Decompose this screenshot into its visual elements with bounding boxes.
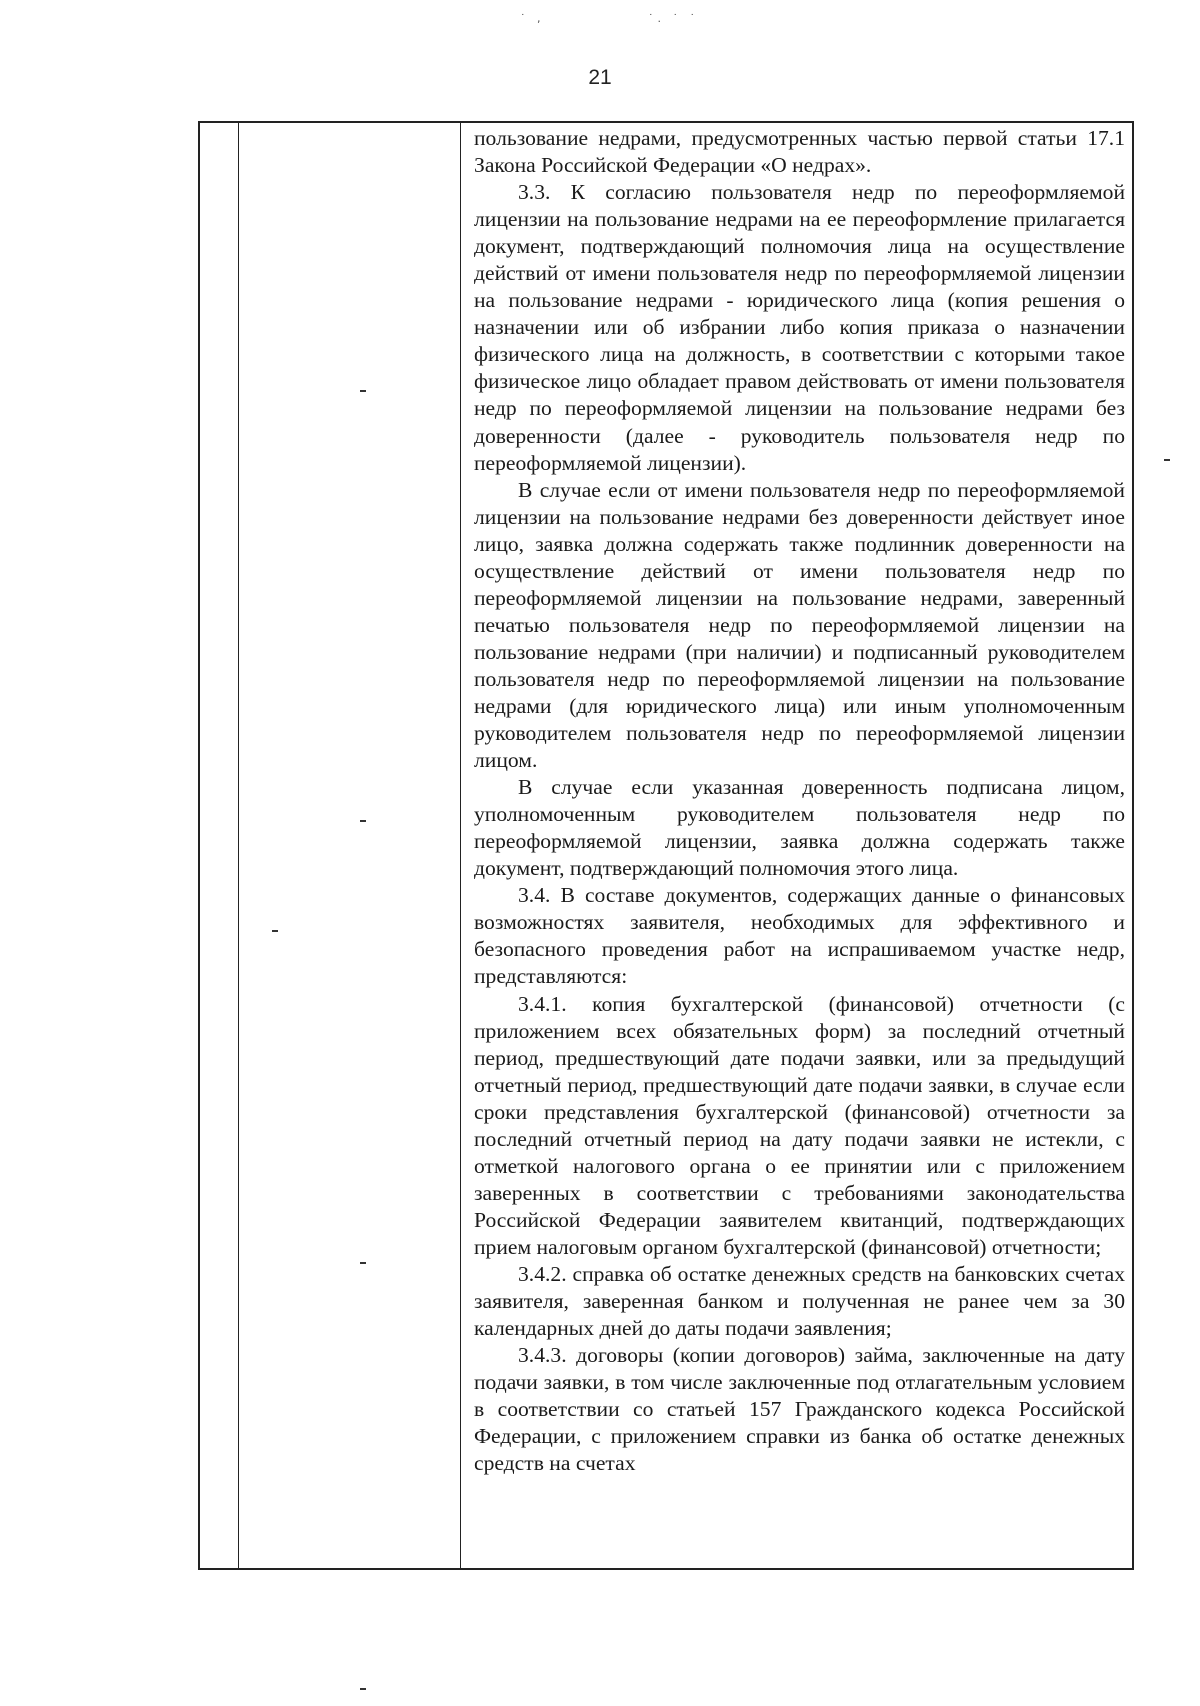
paragraph-3-4-3: 3.4.3. договоры (копии договоров) займа, заключенные на дату подачи заявки, в том числе заключенные под отлагательным условием в соответствии со статьей 157 Гражданского кодекса Российской Федерации, с приложением справки из банка об остатке денежных средств на счетах [474,1343,1125,1476]
paragraph-3-4-2: 3.4.2. справка об остатке денежных средств на банковских счетах заявителя, заверенная банком и полученная не ранее чем за 30 календарных дней до даты подачи заявления; [474,1261,1125,1341]
paragraph-authorized-person: В случае если указанная доверенность подписана лицом, уполномоченным руководителем пользователя недр по переоформляемой лицензии, заявка должна содержать также документ, подтверждающий полномочия этого лица. [474,775,1125,881]
paragraph-power-of-attorney: В случае если от имени пользователя недр по переоформляемой лицензии на пользование недрами без доверенности действует иное лицо, заявка должна содержать также подлинник доверенности на осуществление действий от имени пользователя недр по переоформляемой лицензии на пользование недрами, заверенный печатью пользователя недр по переоформляемой лицензии на пользование недрами (при наличии) и подписанный руководителем пользователя недр по переоформляемой лицензии на пользование недрами (для юридического лица) или иным уполномоченным руководителем пользователя недр по переоформляемой лицензии лицом. [474,477,1125,773]
scan-artifact: ˙ , [520,12,545,25]
scan-mark [1164,459,1170,461]
table-text-cell [474,125,1125,1477]
scan-mark [272,930,278,932]
table-column-divider [460,123,461,1568]
scan-mark [360,1262,366,1264]
paragraph-3-3: 3.3. К согласию пользователя недр по переоформляемой лицензии на пользование недрами на ее переоформление прилагается документ, подтверждающий полномочия лица на осуществление действий от имени пользователя недр по переоформляемой лицензии на пользование недрами - юридического лица (копия решения о назначении или об избрании либо копия приказа о назначении физического лица на должность, в соответствии с которыми такое физическое лицо обладает правом действовать от имени пользователя недр по переоформляемой лицензии на пользование недрами без доверенности (далее - руководитель пользователя недр по переоформляемой лицензии). [474,180,1125,475]
scan-artifact: ˙. ˙ ˙ [648,12,699,25]
document-table [198,121,1134,1570]
scan-mark [360,390,366,392]
paragraph-3-4-1: 3.4.1. копия бухгалтерской (финансовой) отчетности (с приложением всех обязательных форм) за последний отчетный период, предшествующий дате подачи заявки, или за предыдущий отчетный период, предшествующий дате подачи заявки, в случае если сроки представления бухгалтерской (финансовой) отчетности за последний отчетный период на дату подачи заявки не истекли, с отметкой налогового органа о ее принятии или с приложением заверенных в соответствии с требованиями законодательства Российской Федерации заявителем квитанций, подтверждающих прием налоговым органом бухгалтерской (финансовой) отчетности; [474,991,1125,1259]
scan-mark [360,1688,366,1690]
paragraph-continuation: пользование недрами, предусмотренных частью первой статьи 17.1 Закона Российской Федерации «О недрах». [474,126,1125,178]
table-column-divider [238,123,239,1568]
paragraph-3-4: 3.4. В составе документов, содержащих данные о финансовых возможностях заявителя, необходимых для эффективного и безопасного проведения работ на испрашиваемом участке недр, представляются: [474,883,1125,989]
scan-mark [360,820,366,822]
page-number: 21 [588,66,612,89]
